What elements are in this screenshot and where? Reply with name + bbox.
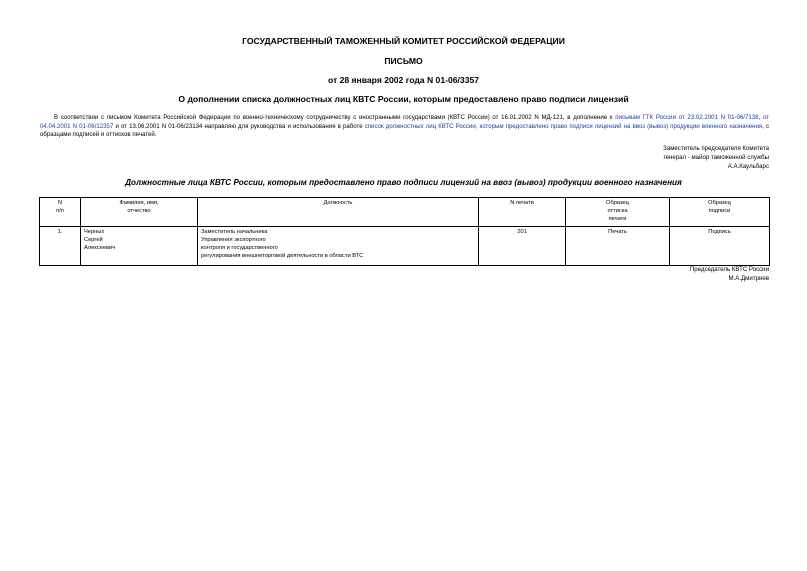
- cell-position: Заместитель начальника Управления экспортного контроля и государственного регулирования внешнеторговой деятельности в области ВТС: [198, 227, 479, 266]
- document-type: ПИСЬМО: [384, 56, 423, 66]
- header-number: N п/п: [40, 198, 81, 227]
- cell-signature-sample: Подпись: [670, 227, 770, 266]
- link-gtk-letters[interactable]: письмам ГТК России от 23.02.2001 N 01-06/7138: [615, 114, 759, 121]
- body-text-1: В соответствии с письмом Комитета Российской Федерации по военно-техническому сотрудничеству с иностранными государствами (КВТС России) от 16.01.2002 N МД-121, в дополнение к: [54, 114, 616, 121]
- header-signature-sample: Образец подписи: [670, 198, 770, 227]
- signer-rank: генерал - майор таможенной службы: [663, 153, 769, 161]
- header-stamp-sample: Образец оттиска печати: [566, 198, 670, 227]
- signature-block-top: [663, 145, 769, 171]
- table-title: Должностные лица КВТС России, которым предоставлено право подписи лицензий на ввоз (вывоз) продукции военного назначения: [125, 178, 682, 187]
- header-position: Должность: [198, 198, 479, 227]
- officials-table: [39, 197, 770, 266]
- body-text-4: , с образцами подписей и оттисков печатей.: [40, 122, 770, 139]
- cell-full-name: Черных Сергей Алексеевич: [81, 227, 198, 266]
- link-officials-list[interactable]: список должностных лиц КВТС России, которым предоставлено право подписи лицензий на ввоз (вывоз) продукции военного назначения: [364, 122, 763, 130]
- cell-stamp-sample: Печать: [566, 227, 670, 266]
- document-date-number: от 28 января 2002 года N 01-06/3357: [327, 75, 480, 85]
- signature-block-bottom: [690, 266, 769, 284]
- header-full-name: Фамилия, имя, отчество: [81, 198, 198, 227]
- signer-position: Заместитель председателя Комитета: [663, 145, 769, 152]
- table-row: [40, 227, 770, 266]
- body-text-3: и от 13.06.2001 N 01-06/23134 направляю для руководства и использования в работе: [113, 122, 365, 130]
- header-seal-number: N печати: [479, 198, 566, 227]
- document-subject: О дополнении списка должностных лиц КВТС России, которым предоставлено право подписи лицензий: [178, 94, 629, 104]
- signer-name: А.А.Каульбарс: [727, 162, 769, 170]
- body-paragraph: [40, 114, 769, 140]
- table-header-row: [40, 198, 770, 227]
- body-text-2: ,: [758, 114, 763, 121]
- chairman-position: Председатель КВТС России: [689, 266, 769, 273]
- chairman-name: М.А.Дмитриев: [728, 274, 769, 282]
- cell-number: 1.: [40, 227, 81, 266]
- committee-title: ГОСУДАРСТВЕННЫЙ ТАМОЖЕННЫЙ КОМИТЕТ РОССИЙСКОЙ ФЕДЕРАЦИИ: [242, 36, 565, 46]
- link-letter-04-04-2001[interactable]: от 04.04.2001 N 01-06/12357: [40, 114, 770, 130]
- cell-seal-number: 201: [479, 227, 566, 266]
